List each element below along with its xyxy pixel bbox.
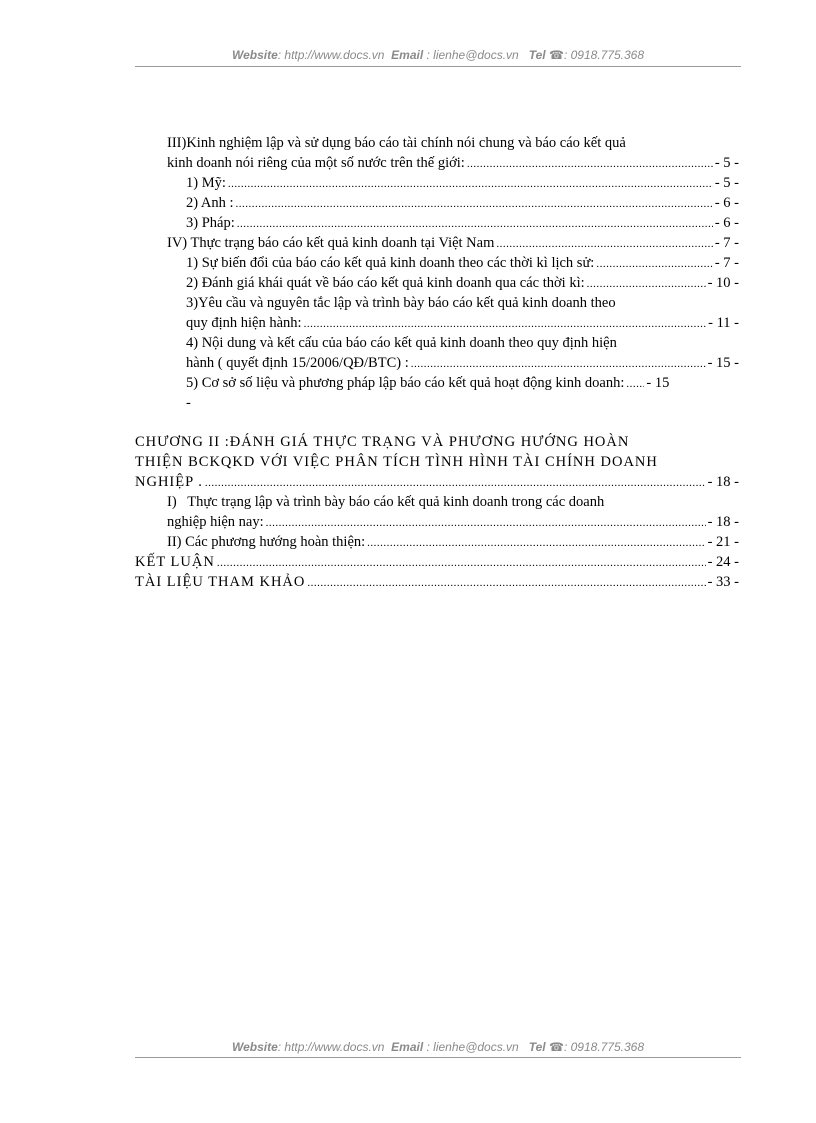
toc-entry-iii-line1: III)Kinh nghiệm lập và sử dụng báo cáo tài chính nói chung và báo cáo kết quả bbox=[167, 135, 626, 151]
dot-leader bbox=[626, 373, 644, 394]
toc-page-number: - 21 - bbox=[707, 534, 739, 550]
telephone-icon: ☎ bbox=[549, 48, 564, 62]
toc-page-number: - 7 - bbox=[714, 235, 739, 251]
dot-leader bbox=[237, 213, 713, 234]
dot-leader bbox=[411, 353, 706, 374]
toc-entry-text: IV) Thực trạng báo cáo kết quả kinh doanh tại Việt Nam bbox=[167, 235, 495, 251]
toc-entry-text: 2) Anh : bbox=[186, 195, 234, 211]
header-tel-value: : 0918.775.368 bbox=[563, 48, 645, 62]
dot-leader bbox=[596, 253, 712, 274]
toc-chapter-2-line2: THIỆN BCKQKD VỚI VIỆC PHÂN TÍCH TÌNH HÌNH TÀI CHÍNH DOANH bbox=[135, 454, 658, 470]
toc-entry-text: quy định hiện hành: bbox=[186, 315, 302, 331]
toc-entry-my[interactable] bbox=[186, 173, 739, 193]
toc-page-number: - 10 - bbox=[707, 275, 739, 291]
toc-page-number: - 15 bbox=[646, 375, 670, 391]
footer-website-link[interactable]: : http://www.docs.vn bbox=[277, 1040, 385, 1054]
toc-entry-text: KẾT LUẬN bbox=[135, 554, 215, 570]
toc-page-number: - 24 - bbox=[707, 554, 739, 570]
toc-page-number: - 15 - bbox=[707, 355, 739, 371]
toc-entry-iv-1[interactable] bbox=[186, 253, 739, 273]
toc-chapter-2[interactable] bbox=[135, 472, 739, 492]
toc-entry-text: 2) Đánh giá khái quát về báo cáo kết quả kinh doanh qua các thời kì: bbox=[186, 275, 585, 291]
header-email-label: Email bbox=[391, 48, 424, 62]
dot-leader bbox=[496, 233, 712, 254]
toc-entry-tai-lieu[interactable] bbox=[135, 572, 739, 592]
toc-entry-text: 1) Sự biến đổi của báo cáo kết quả kinh doanh theo các thời kì lịch sử: bbox=[186, 255, 595, 271]
toc-entry-iv-4[interactable] bbox=[186, 353, 739, 373]
dot-leader bbox=[205, 472, 706, 493]
dot-leader bbox=[236, 193, 713, 214]
toc-entry-text: nghiệp hiện nay: bbox=[167, 514, 264, 530]
toc-entry-iv-4-line1: 4) Nội dung và kết cấu của báo cáo kết quả kinh doanh theo quy định hiện bbox=[186, 335, 617, 351]
toc-page-number: - 18 - bbox=[707, 514, 739, 530]
telephone-icon: ☎ bbox=[549, 1040, 564, 1054]
header-website-link[interactable]: : http://www.docs.vn bbox=[277, 48, 385, 62]
footer-email-link[interactable]: : lienhe@docs.vn bbox=[426, 1040, 519, 1054]
toc-entry-text: 5) Cơ sở số liệu và phương pháp lập báo cáo kết quả hoạt động kinh doanh: bbox=[186, 375, 625, 391]
dot-leader bbox=[307, 572, 705, 593]
header-website-label: Website bbox=[231, 48, 278, 62]
header-email-link[interactable]: : lienhe@docs.vn bbox=[426, 48, 519, 62]
dot-leader bbox=[217, 552, 706, 573]
toc-entry-iv-3-line1: 3)Yêu cầu và nguyên tắc lập và trình bày báo cáo kết quả kinh doanh theo bbox=[186, 295, 616, 311]
toc-entry-anh[interactable] bbox=[186, 193, 739, 213]
toc-page-number: - 18 - bbox=[707, 474, 739, 490]
dot-leader bbox=[587, 273, 706, 294]
dot-leader bbox=[266, 512, 706, 533]
toc-page-number: - 5 - bbox=[714, 155, 739, 171]
dot-leader bbox=[467, 153, 713, 174]
page-footer bbox=[135, 1040, 741, 1054]
toc-entry-ch2-i[interactable] bbox=[167, 512, 739, 532]
toc-entry-phap[interactable] bbox=[186, 213, 739, 233]
dot-leader bbox=[304, 313, 707, 334]
header-tel-label: Tel bbox=[528, 48, 546, 62]
toc-entry-iii[interactable] bbox=[167, 153, 739, 173]
toc-page-number: - 33 - bbox=[707, 574, 739, 590]
footer-tel-value: : 0918.775.368 bbox=[563, 1040, 645, 1054]
toc-entry-text: TÀI LIỆU THAM KHẢO bbox=[135, 574, 306, 590]
toc-entry-ket-luan[interactable] bbox=[135, 552, 739, 572]
header-divider bbox=[135, 66, 741, 67]
footer-website-label: Website bbox=[231, 1040, 278, 1054]
dot-leader bbox=[228, 173, 713, 194]
footer-email-label: Email bbox=[391, 1040, 424, 1054]
toc-page-number: - 11 - bbox=[708, 315, 739, 331]
toc-entry-text: kinh doanh nói riêng của một số nước trên thế giới: bbox=[167, 155, 465, 171]
toc-entry-iv[interactable] bbox=[167, 233, 739, 253]
toc-page-number: - 6 - bbox=[714, 215, 739, 231]
toc-entry-text: hành ( quyết định 15/2006/QĐ/BTC) : bbox=[186, 355, 409, 371]
toc-page-number: - 7 - bbox=[714, 255, 739, 271]
toc-page-number: - 6 - bbox=[714, 195, 739, 211]
dot-leader bbox=[367, 532, 705, 553]
toc-entry-ch2-i-line1: I) Thực trạng lập và trình bày báo cáo kết quả kinh doanh trong các doanh bbox=[167, 494, 605, 510]
toc-entry-text: NGHIỆP . bbox=[135, 474, 203, 490]
footer-tel-label: Tel bbox=[528, 1040, 546, 1054]
toc-entry-text: II) Các phương hướng hoàn thiện: bbox=[167, 534, 366, 550]
toc-entry-text: 3) Pháp: bbox=[186, 215, 235, 231]
toc-chapter-2-line1: CHƯƠNG II :ĐÁNH GIÁ THỰC TRẠNG VÀ PHƯƠNG HƯỚNG HOÀN bbox=[135, 434, 630, 450]
toc-entry-iv-5-page-suffix: - bbox=[186, 395, 191, 411]
toc-entry-ch2-ii[interactable] bbox=[167, 532, 739, 552]
toc-entry-iv-2[interactable] bbox=[186, 273, 739, 293]
toc-entry-iv-3[interactable] bbox=[186, 313, 739, 333]
toc-entry-iv-5[interactable] bbox=[186, 373, 744, 393]
toc-entry-text: 1) Mỹ: bbox=[186, 175, 226, 191]
toc-page-number: - 5 - bbox=[714, 175, 739, 191]
page-header bbox=[135, 48, 741, 62]
footer-divider bbox=[135, 1057, 741, 1058]
